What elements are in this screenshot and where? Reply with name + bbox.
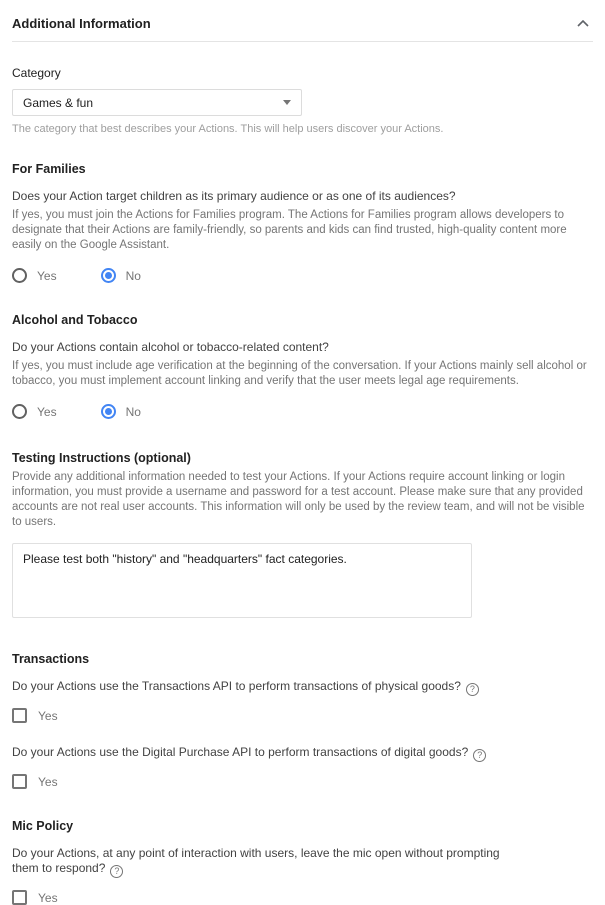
for-families-section: [12, 162, 593, 283]
testing-instructions-title: Testing Instructions (optional): [12, 451, 191, 465]
for-families-radio-group: [12, 268, 593, 283]
dropdown-caret-icon: [283, 100, 291, 105]
panel-title: Additional Information: [12, 15, 151, 31]
category-select[interactable]: [12, 89, 302, 116]
transactions-question-digital: [12, 745, 593, 762]
transactions-title: Transactions: [12, 652, 90, 666]
help-icon[interactable]: ?: [466, 683, 479, 696]
question-text: Do your Actions use the Digital Purchase API to perform transactions of digital goods?: [12, 745, 469, 759]
radio-button[interactable]: [12, 404, 27, 419]
alcohol-tobacco-option-no[interactable]: [101, 404, 141, 419]
alcohol-tobacco-question: Do your Actions contain alcohol or tobacco-related content?: [12, 340, 329, 354]
for-families-option-yes[interactable]: [12, 268, 57, 283]
radio-label: Yes: [37, 268, 57, 283]
radio-label: No: [125, 404, 141, 419]
alcohol-tobacco-helper: If yes, you must include age verification at the beginning of the conversation. If your Actions mainly sell alcohol or tobacco, you must implement account linking and verify that the user meets legal age requirements.: [12, 360, 587, 387]
category-helper-text: The category that best describes your Actions. This will help users discover your Actions.: [12, 123, 444, 135]
help-icon[interactable]: ?: [473, 749, 486, 762]
help-icon[interactable]: ?: [110, 865, 123, 878]
alcohol-tobacco-option-yes[interactable]: [12, 404, 57, 419]
question-text: Do your Actions use the Transactions API to perform transactions of physical goods?: [12, 679, 461, 693]
checkbox[interactable]: [12, 774, 27, 789]
mic-policy-checkbox-row[interactable]: [12, 890, 593, 905]
checkbox-label: Yes: [38, 708, 58, 723]
header-divider: [12, 41, 593, 42]
checkbox-label: Yes: [38, 890, 58, 905]
category-section: [12, 66, 593, 135]
checkbox[interactable]: [12, 890, 27, 905]
radio-button[interactable]: [101, 268, 116, 283]
alcohol-tobacco-radio-group: [12, 404, 593, 419]
panel-header[interactable]: [12, 14, 593, 32]
radio-button[interactable]: [101, 404, 116, 419]
chevron-up-icon[interactable]: [573, 18, 593, 29]
mic-policy-section: [12, 819, 593, 905]
testing-instructions-section: [12, 451, 593, 618]
for-families-question: Does your Action target children as its primary audience or as one of its audiences?: [12, 189, 456, 203]
transactions-physical-checkbox-row[interactable]: [12, 708, 593, 723]
mic-policy-question: [12, 846, 504, 878]
for-families-option-no[interactable]: [101, 268, 141, 283]
checkbox-label: Yes: [38, 774, 58, 789]
mic-policy-title: Mic Policy: [12, 819, 74, 833]
testing-instructions-description: Provide any additional information needed to test your Actions. If your Actions require account linking or login information, you must provide a username and password for a test account. Please make sure that any provided accounts are not real user accounts. This information will only be used by the review team, and will not be visible to users.: [12, 471, 585, 528]
radio-button[interactable]: [12, 268, 27, 283]
transactions-question-physical: [12, 679, 593, 696]
transactions-digital-checkbox-row[interactable]: [12, 774, 593, 789]
for-families-helper: If yes, you must join the Actions for Families program. The Actions for Families program allows developers to designate that their Actions are family-friendly, so parents and kids can find trusted, high-quality content more easily on the Google Assistant.: [12, 209, 567, 251]
radio-label: Yes: [37, 404, 57, 419]
for-families-title: For Families: [12, 162, 86, 176]
category-selected-value: Games & fun: [23, 95, 94, 110]
question-text: Do your Actions, at any point of interaction with users, leave the mic open without prompting them to respond?: [12, 846, 500, 875]
alcohol-tobacco-title: Alcohol and Tobacco: [12, 313, 138, 327]
category-label: Category: [12, 66, 61, 80]
testing-instructions-input[interactable]: [12, 543, 472, 618]
transactions-section: [12, 652, 593, 789]
checkbox[interactable]: [12, 708, 27, 723]
alcohol-tobacco-section: [12, 313, 593, 419]
radio-label: No: [125, 268, 141, 283]
